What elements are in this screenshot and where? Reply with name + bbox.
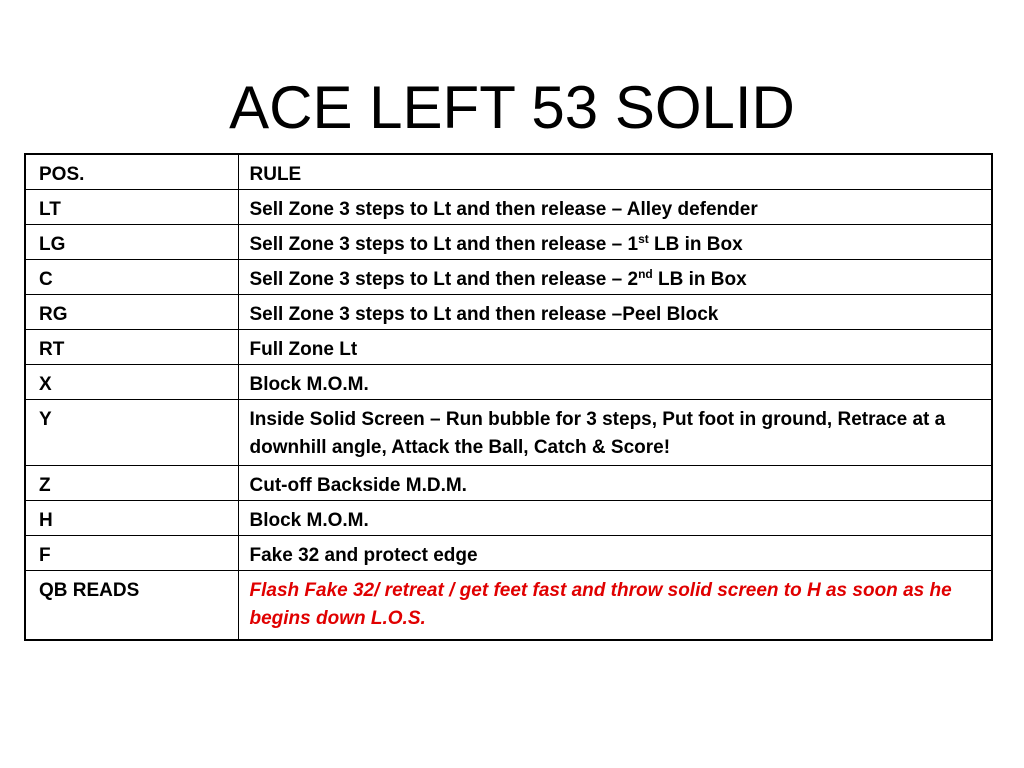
table-row: [25, 501, 992, 536]
rule-cell: Fake 32 and protect edge: [238, 536, 992, 571]
pos-cell: LG: [25, 225, 238, 260]
rules-table: [24, 153, 993, 641]
header-rule: RULE: [238, 154, 992, 190]
slide-title: ACE LEFT 53 SOLID: [229, 74, 795, 141]
rule-cell: [238, 260, 992, 295]
rule-cell: Block M.O.M.: [238, 365, 992, 400]
pos-cell: Y: [25, 400, 238, 466]
pos-cell: F: [25, 536, 238, 571]
qb-reads-rule-cell: Flash Fake 32/ retreat / get feet fast and throw solid screen to H as soon as he begins down L.O.S.: [238, 571, 992, 640]
table-row: [25, 190, 992, 225]
table-row: [25, 330, 992, 365]
pos-cell: C: [25, 260, 238, 295]
rule-cell: [238, 225, 992, 260]
pos-cell: RG: [25, 295, 238, 330]
table-row: [25, 225, 992, 260]
rule-text: Sell Zone 3 steps to Lt and then release – 1: [249, 234, 639, 255]
rule-superscript: nd: [638, 267, 653, 281]
rule-cell: Sell Zone 3 steps to Lt and then release – Alley defender: [238, 190, 992, 225]
table-row: [25, 365, 992, 400]
pos-cell: X: [25, 365, 238, 400]
pos-cell: Z: [25, 466, 238, 501]
rule-text: LB in Box: [648, 234, 743, 255]
rule-cell: Block M.O.M.: [238, 501, 992, 536]
pos-cell: RT: [25, 330, 238, 365]
table-row: [25, 571, 992, 640]
rule-cell: Inside Solid Screen – Run bubble for 3 steps, Put foot in ground, Retrace at a downhill angle, Attack the Ball, Catch & Score!: [238, 400, 992, 466]
table-row: [25, 400, 992, 466]
header-pos: POS.: [25, 154, 238, 190]
table-header-row: [25, 154, 992, 190]
rule-superscript: st: [638, 232, 649, 246]
table-row: [25, 295, 992, 330]
pos-cell: H: [25, 501, 238, 536]
rule-cell: Cut-off Backside M.D.M.: [238, 466, 992, 501]
pos-cell: QB READS: [25, 571, 238, 640]
table-row: [25, 466, 992, 501]
rule-cell: Full Zone Lt: [238, 330, 992, 365]
rule-text: Sell Zone 3 steps to Lt and then release – 2: [249, 269, 639, 290]
table-row: [25, 536, 992, 571]
rule-text: LB in Box: [652, 269, 747, 290]
table-row: [25, 260, 992, 295]
pos-cell: LT: [25, 190, 238, 225]
rule-cell: Sell Zone 3 steps to Lt and then release –Peel Block: [238, 295, 992, 330]
